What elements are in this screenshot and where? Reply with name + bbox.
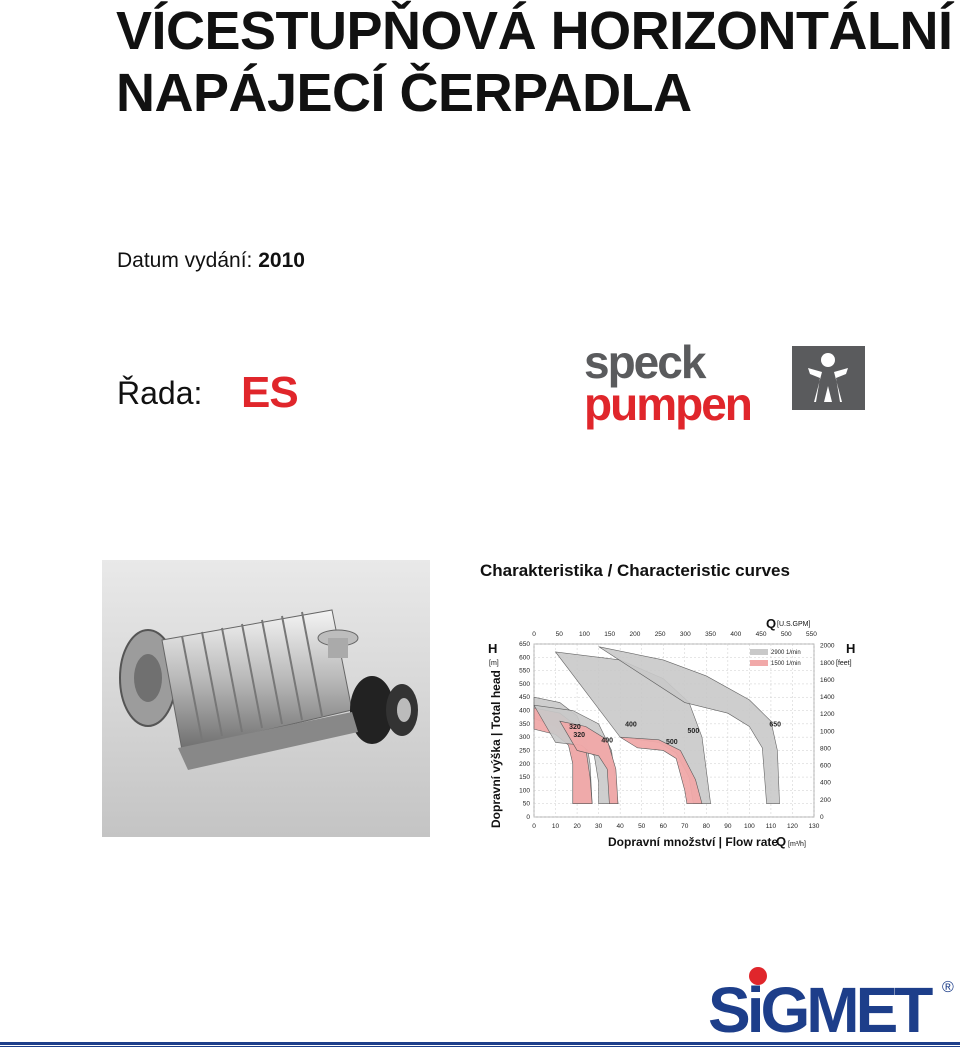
y-tick-label: 0	[526, 814, 530, 821]
legend-label: 1500 1/min	[771, 661, 801, 667]
y-tick-label: 250	[519, 747, 530, 755]
x-axis-unit-label: Q	[776, 834, 787, 849]
legend-swatch	[750, 649, 768, 655]
date-label: Datum vydání:	[117, 249, 253, 272]
x-tick-label: 30	[594, 823, 603, 830]
chart-title: Charakteristika / Characteristic curves	[480, 561, 790, 580]
title-line-2: NAPÁJECÍ ČERPADLA	[116, 63, 692, 123]
speck-emblem-icon	[792, 346, 865, 410]
speck-logo-text-line2: pumpen	[584, 378, 751, 430]
curve-label: 400	[625, 721, 637, 729]
y-axis-title: Dopravní výška | Total head	[489, 670, 503, 828]
y-tick-label: 100	[519, 787, 530, 795]
right-tick-label: 400	[820, 779, 831, 787]
x-tick-label: 90	[724, 823, 732, 830]
right-tick-label: 1000	[820, 728, 835, 736]
y-tick-label: 450	[519, 694, 530, 702]
y-tick-label: 550	[519, 667, 530, 675]
x-tick-label: 80	[702, 823, 710, 830]
registered-mark: ®	[942, 979, 954, 996]
curve-label: 500	[687, 728, 700, 736]
sigmet-logo-text: SiGMET	[708, 974, 930, 1038]
curve-label: 320	[573, 732, 586, 740]
y-tick-label: 400	[519, 707, 530, 715]
top-tick-label: 300	[679, 631, 691, 638]
curve-label: 400	[601, 737, 614, 745]
top-tick-label: 150	[604, 631, 616, 638]
top-tick-label: 250	[654, 631, 666, 638]
right-tick-label: 1400	[820, 694, 835, 702]
right-tick-label: 800	[820, 745, 831, 753]
x-tick-label: 50	[638, 823, 646, 830]
left-axis-label: H	[488, 641, 498, 656]
y-tick-label: 500	[519, 680, 530, 688]
top-axis-unit: [U.S.GPM]	[777, 621, 811, 628]
right-tick-label: 200	[820, 796, 831, 804]
curve-label: 650	[769, 721, 782, 729]
right-tick-label: 1600	[820, 676, 835, 684]
right-tick-label: 1800	[820, 659, 835, 667]
right-tick-label: 600	[820, 762, 831, 770]
right-tick-label: 2000	[820, 642, 835, 650]
title-line-1: VÍCESTUPŇOVÁ HORIZONTÁLNÍ	[116, 1, 953, 61]
x-axis-unit-sub: [m³/h]	[788, 841, 806, 848]
x-tick-label: 110	[765, 823, 777, 830]
y-tick-label: 150	[519, 774, 530, 782]
speck-logo-text-line1: speck	[584, 338, 705, 388]
curve-label: 320	[569, 724, 581, 732]
y-tick-label: 600	[519, 654, 530, 662]
x-tick-label: 130	[808, 823, 820, 830]
right-tick-label: 1200	[820, 711, 835, 719]
top-tick-label: 100	[579, 631, 590, 638]
top-tick-label: 0	[532, 631, 536, 638]
pump-photo	[102, 560, 430, 837]
x-tick-label: 10	[551, 823, 560, 830]
footer-rule-thin	[0, 1046, 960, 1047]
legend-label: 2900 1/min	[771, 650, 801, 656]
series-label: Řada:	[117, 375, 203, 411]
top-tick-label: 500	[780, 631, 792, 638]
right-axis-label: H	[846, 641, 856, 656]
legend-swatch	[750, 660, 768, 666]
x-axis-title: Dopravní množství | Flow rate	[608, 835, 779, 849]
top-axis-label: Q	[766, 616, 777, 631]
right-axis-unit: [feet]	[836, 660, 852, 667]
y-tick-label: 300	[519, 734, 530, 742]
pump-illustration-icon	[102, 560, 430, 837]
y-tick-label: 50	[522, 800, 530, 808]
issue-date	[117, 249, 305, 273]
top-tick-label: 350	[705, 631, 717, 638]
y-tick-label: 350	[519, 720, 530, 728]
date-value: 2010	[258, 249, 305, 272]
series-value: ES	[241, 368, 298, 417]
top-tick-label: 400	[730, 631, 742, 638]
document-title	[116, 0, 953, 124]
x-tick-label: 60	[659, 823, 667, 830]
top-tick-label: 550	[806, 631, 817, 638]
speck-pumpen-logo	[584, 338, 866, 430]
sigmet-logo	[706, 964, 960, 1038]
top-tick-label: 450	[755, 631, 767, 638]
right-tick-label: 0	[820, 814, 824, 821]
x-tick-label: 100	[743, 823, 755, 830]
x-tick-label: 40	[616, 823, 624, 830]
footer-rule	[0, 1042, 960, 1045]
left-axis-unit: [m]	[489, 660, 499, 667]
y-tick-label: 200	[519, 760, 530, 768]
top-tick-label: 50	[555, 631, 563, 638]
curve-label: 500	[666, 738, 678, 746]
characteristic-curves-chart	[476, 600, 858, 855]
top-tick-label: 200	[629, 631, 641, 638]
x-tick-label: 120	[787, 823, 798, 830]
x-tick-label: 20	[573, 823, 581, 830]
x-tick-label: 0	[532, 823, 536, 830]
x-tick-label: 70	[681, 823, 689, 830]
y-tick-label: 650	[519, 641, 530, 648]
